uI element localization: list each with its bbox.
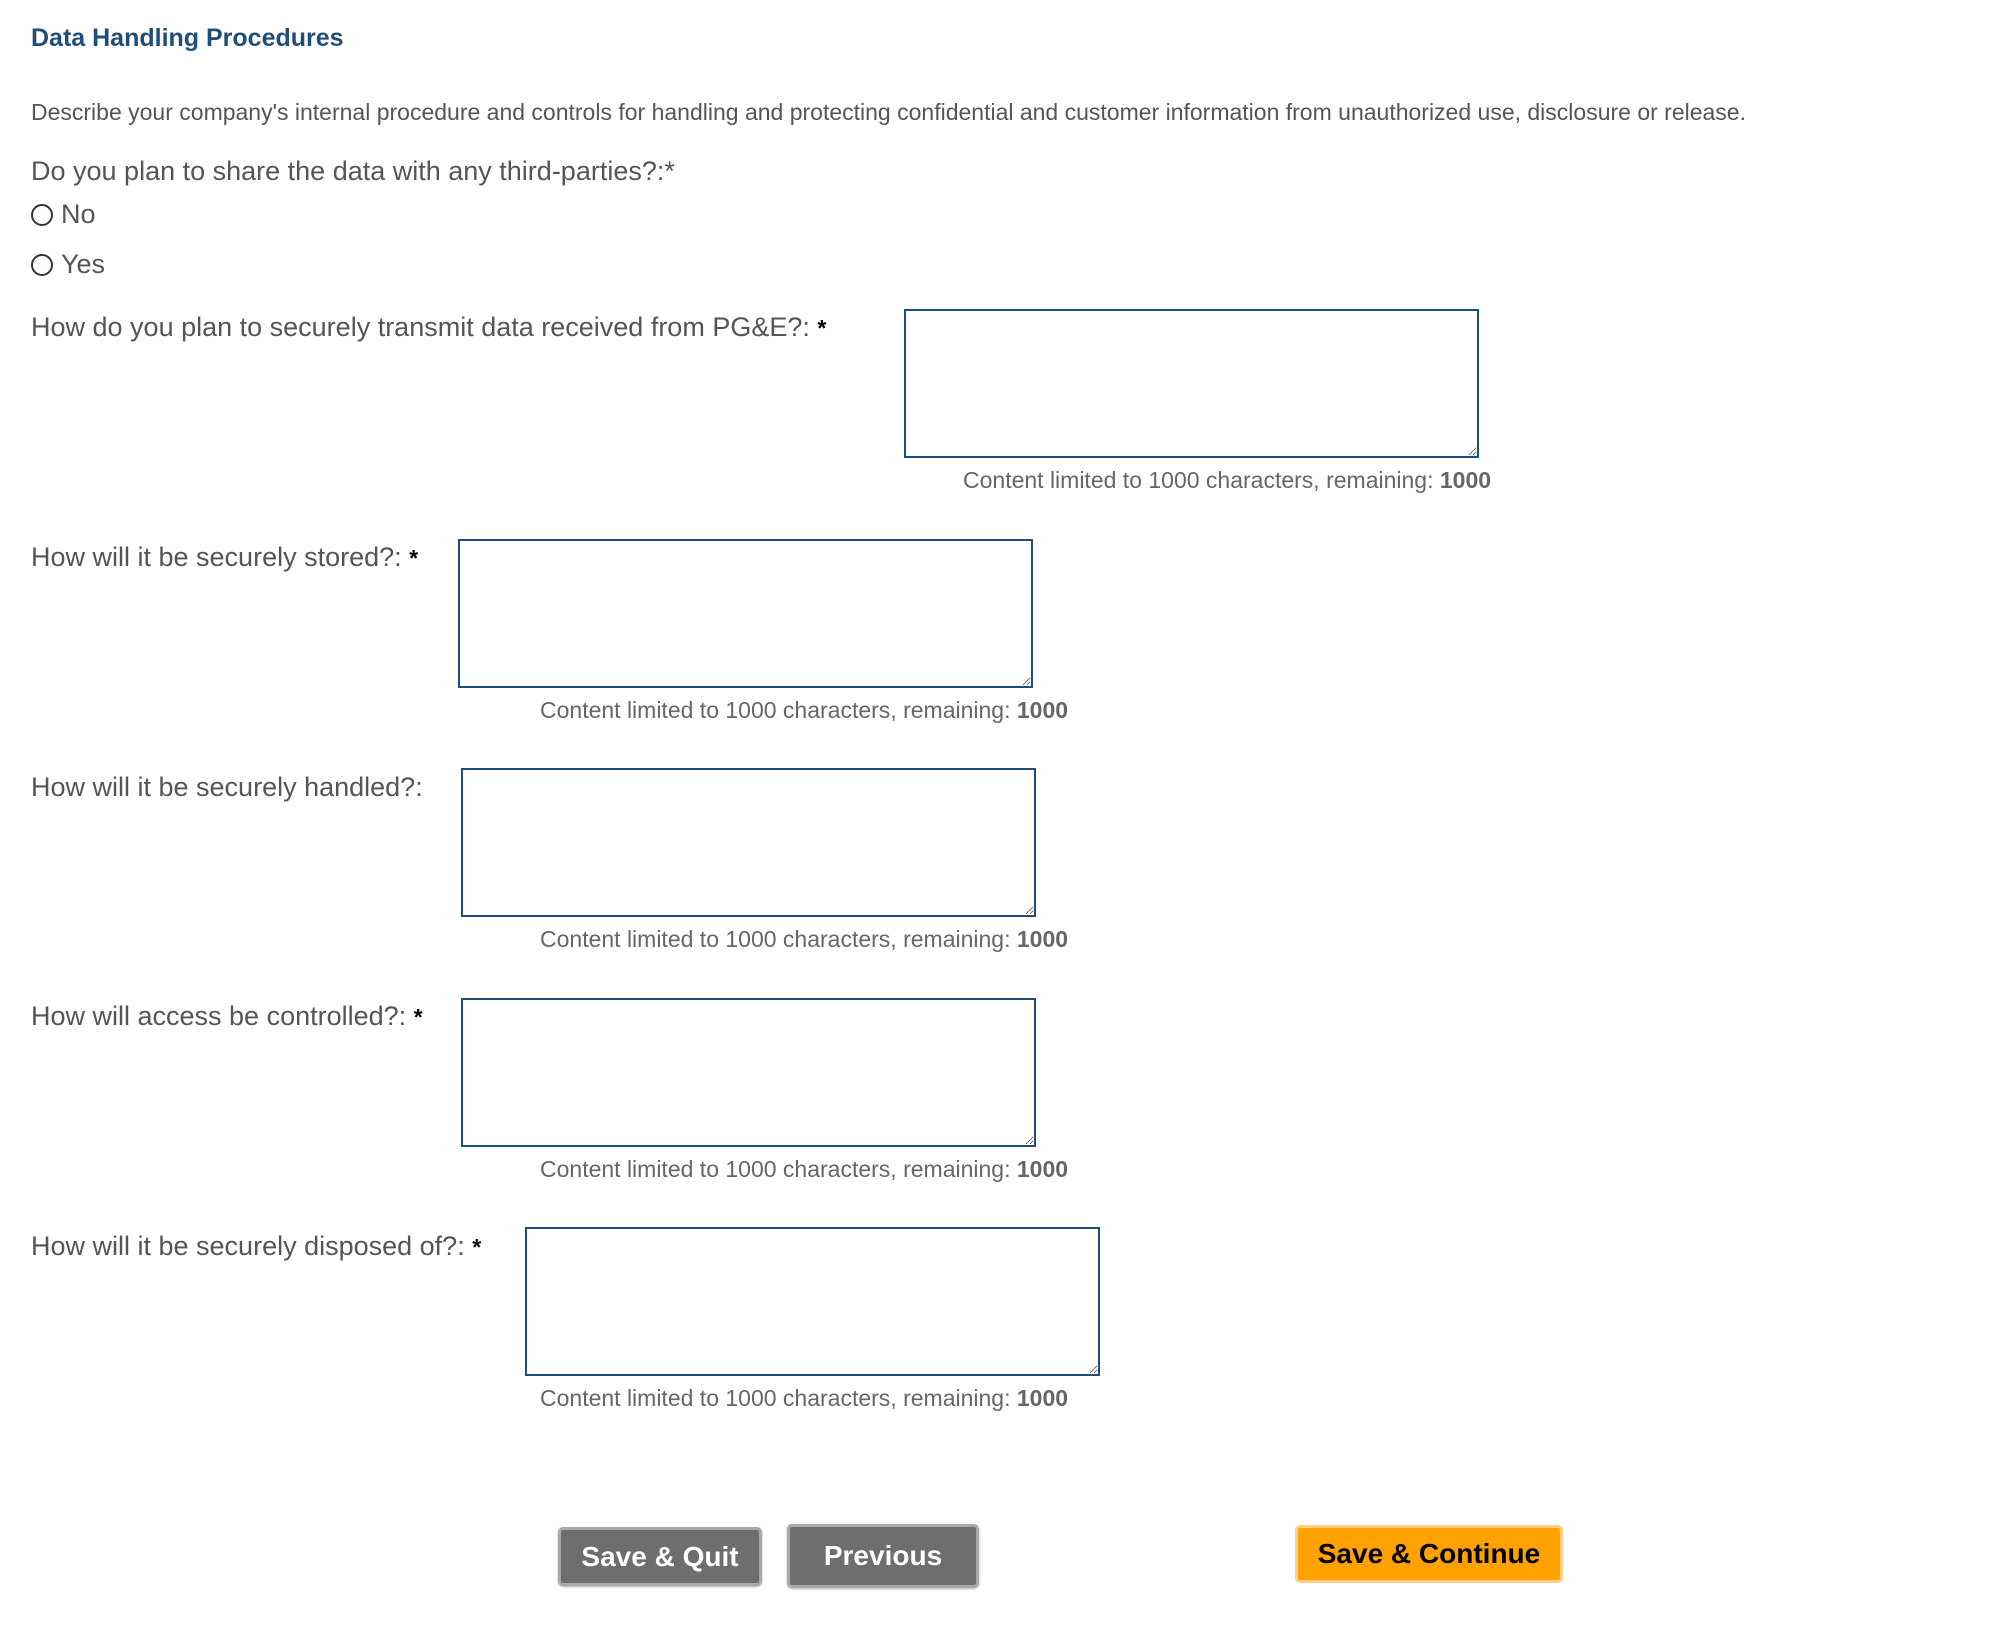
disposed-char-counter — [540, 1385, 1068, 1412]
section-description: Describe your company's internal procedure and controls for handling and protecting confidential and customer information from unauthorized use, disclosure or release. — [31, 99, 1746, 125]
stored-textarea[interactable] — [458, 539, 1033, 688]
handled-label-text: How will it be securely handled?: — [31, 772, 423, 802]
remaining-count: 1000 — [1016, 697, 1069, 723]
remaining-count: 1000 — [1016, 1385, 1069, 1411]
stored-char-counter — [540, 697, 1068, 724]
save-quit-button[interactable]: Save & Quit — [558, 1527, 762, 1586]
save-continue-button[interactable]: Save & Continue — [1295, 1525, 1563, 1583]
stored-label — [31, 542, 418, 573]
remaining-count: 1000 — [1439, 467, 1492, 493]
radio-button-icon[interactable] — [31, 254, 53, 276]
handled-char-counter — [540, 926, 1068, 953]
counter-text: Content limited to 1000 characters, remaining: — [540, 926, 1011, 952]
disposed-textarea[interactable] — [525, 1227, 1100, 1376]
access-textarea[interactable] — [461, 998, 1036, 1147]
required-marker: * — [472, 1234, 482, 1260]
required-marker: * — [409, 545, 419, 571]
radio-option-yes[interactable] — [31, 249, 105, 280]
handled-label — [31, 772, 423, 803]
page-title: Data Handling Procedures — [31, 24, 344, 52]
radio-label-yes: Yes — [61, 249, 106, 279]
previous-button[interactable]: Previous — [787, 1524, 979, 1588]
stored-label-text: How will it be securely stored?: — [31, 542, 402, 572]
transmit-label — [31, 312, 826, 343]
transmit-textarea[interactable] — [904, 309, 1479, 458]
required-marker: * — [817, 315, 827, 341]
radio-button-icon[interactable] — [31, 204, 53, 226]
required-marker: * — [413, 1004, 423, 1030]
radio-option-no[interactable] — [31, 199, 96, 230]
remaining-count: 1000 — [1016, 926, 1069, 952]
transmit-char-counter — [963, 467, 1491, 494]
transmit-label-text: How do you plan to securely transmit data received from PG&E?: — [31, 312, 810, 342]
handled-textarea[interactable] — [461, 768, 1036, 917]
access-label — [31, 1001, 423, 1032]
counter-text: Content limited to 1000 characters, remaining: — [540, 1385, 1011, 1411]
remaining-count: 1000 — [1016, 1156, 1069, 1182]
counter-text: Content limited to 1000 characters, remaining: — [963, 467, 1434, 493]
third-party-question: Do you plan to share the data with any third-parties?:* — [31, 156, 675, 186]
access-char-counter — [540, 1156, 1068, 1183]
counter-text: Content limited to 1000 characters, remaining: — [540, 1156, 1011, 1182]
disposed-label — [31, 1231, 481, 1262]
disposed-label-text: How will it be securely disposed of?: — [31, 1231, 465, 1261]
radio-label-no: No — [61, 199, 96, 229]
access-label-text: How will access be controlled?: — [31, 1001, 407, 1031]
counter-text: Content limited to 1000 characters, remaining: — [540, 697, 1011, 723]
